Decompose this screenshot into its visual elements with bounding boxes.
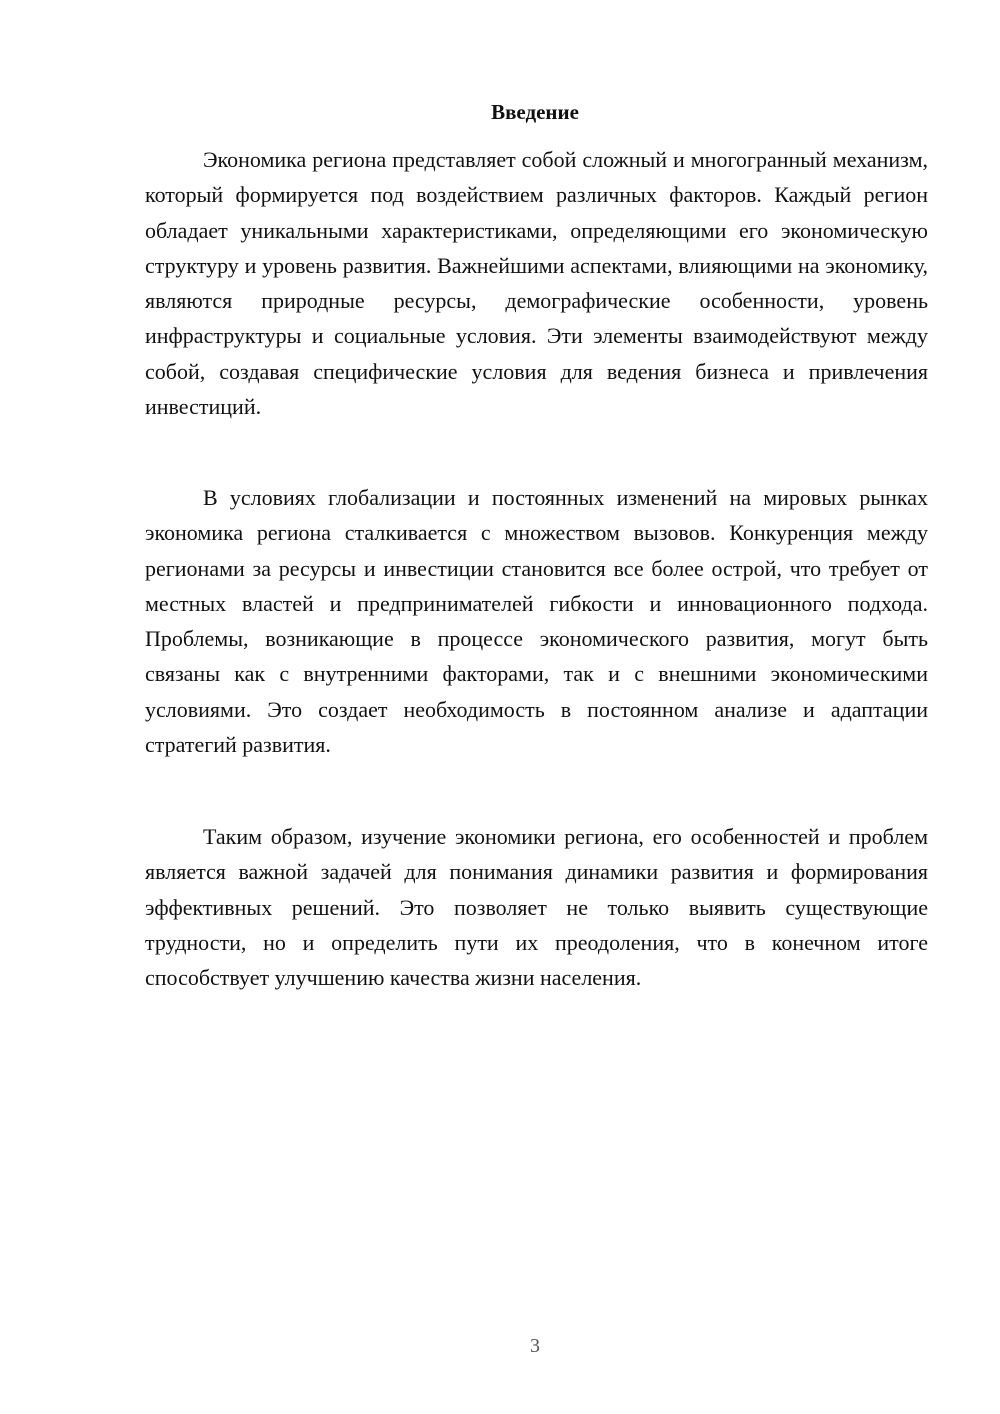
paragraph-1: Экономика региона представляет собой сложный и многогранный механизм, который формируется под воздействием различных факторов. Каждый регион обладает уникальными характеристиками, определяющими его экономическую структуру и уровень развития. Важнейшими аспектами, влияющими на экономику, являются природные ресурсы, демографические особенности, уровень инфраструктуры и социальные условия. Эти элементы взаимодействуют между собой, создавая специфические условия для ведения бизнеса и привлечения инвестиций. (145, 147, 928, 420)
paragraph-2: В условиях глобализации и постоянных изменений на мировых рынках экономика региона сталкивается с множеством вызовов. Конкуренция между регионами за ресурсы и инвестиции становится все более острой, что требует от местных властей и предпринимателей гибкости и инновационного подхода. Проблемы, возникающие в процессе экономического развития, могут быть связаны как с внутренними факторами, так и с внешними экономическими условиями. Это создает необходимость в постоянном анализе и адаптации стратегий развития. (145, 485, 928, 758)
paragraph-3: Таким образом, изучение экономики региона, его особенностей и проблем является важной задачей для понимания динамики развития и формирования эффективных решений. Это позволяет не только выявить существующие трудности, но и определить пути их преодоления, что в конечном итоге способствует улучшению качества жизни населения. (145, 824, 928, 991)
section-title: Введение (491, 100, 579, 124)
page-number: 3 (530, 1335, 540, 1357)
